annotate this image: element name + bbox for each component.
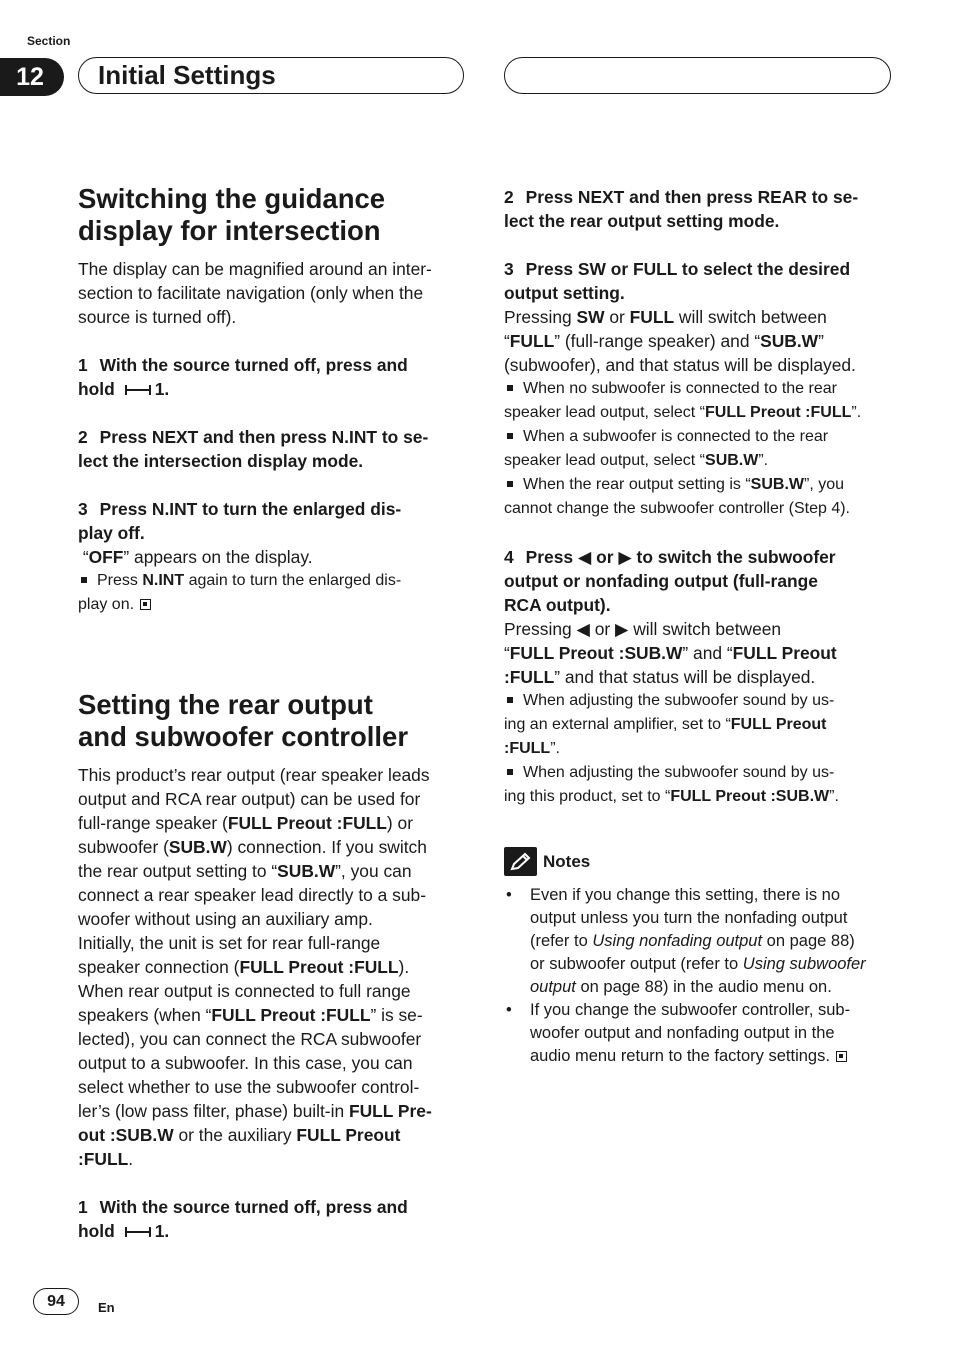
step-3-guidance: 3 Press N.INT to turn the enlarged dis- play off.: [78, 499, 402, 543]
notes-label: Notes: [543, 851, 591, 871]
pencil-icon: [504, 847, 537, 876]
section-label: Section: [27, 34, 71, 48]
bullet-subw-setting: When the rear output setting is “SUB.W”, you cannot change the subwoofer controller (Step 4).: [504, 476, 850, 517]
note-item: • Even if you change this setting, there is no output unless you turn the nonfading output (refer to Using nonfading output on page 88) or subwoofer output (refer to Using subwoofer output on page 88) in the audio menu on.: [506, 886, 866, 996]
end-mark-icon: [836, 1051, 847, 1062]
right-arrow-icon: ▶: [615, 619, 629, 639]
band-key-icon: [125, 385, 153, 395]
bullet-external-amp: When adjusting the subwoofer sound by us- ing an external amplifier, set to “FULL Preout :FULL”.: [504, 692, 835, 757]
left-column: [78, 183, 464, 1243]
step-1-guidance: 1 With the source turned off, press and hold 1.: [78, 355, 408, 399]
page-number: 94: [33, 1288, 79, 1315]
section-heading-guidance: Switching the guidance display for intersection: [78, 183, 386, 246]
language-label: En: [98, 1300, 115, 1315]
step-2-rear-output: 2 Press NEXT and then press REAR to se- lect the rear output setting mode.: [504, 187, 859, 231]
section-heading-rear-output: Setting the rear output and subwoofer controller: [78, 689, 409, 752]
step-3-rear-output: 3 Press SW or FULL to select the desired output setting.: [504, 259, 851, 303]
output-setting-description: Pressing SW or FULL will switch between “FULL” (full-range speaker) and “SUB.W” (subwoofer), and that status will be displayed.: [504, 307, 856, 375]
right-column: [504, 185, 890, 1068]
switch-output-description: Pressing ◀ or ▶ will switch between “FULL Preout :SUB.W” and “FULL Preout :FULL” and that status will be displayed.: [504, 619, 837, 687]
left-arrow-icon: ◀: [576, 619, 590, 639]
step-1-rear-output: 1 With the source turned off, press and hold 1.: [78, 1197, 408, 1241]
note-item: • If you change the subwoofer controller, sub- woofer output and nonfading output in the audio menu return to the factory settings.: [506, 1001, 851, 1065]
band-key-icon: [125, 1227, 153, 1237]
guidance-intro: The display can be magnified around an inter- section to facilitate navigation (only when the source is turned off).: [78, 259, 432, 327]
rear-output-description: This product’s rear output (rear speaker leads output and RCA rear output) can be used for full-range speaker (FULL Preout :FULL) or subwoofer (SUB.W) connection. If you switch the rear output setting to “SUB.W”, you can connect a rear speaker lead directly to a sub- woofer without using an auxiliary amp. Initially, the unit is set for rear full-range speaker connection (FULL Preout :FULL). When rear output is connected to full range speakers (when “FULL Preout :FULL” is se- lected), you can connect the RCA subwoofer output to a subwoofer. In this case, you can select whether to use the subwoofer control- ler’s (low pass filter, phase) built-in FULL Pre- out :SUB.W or the auxiliary FULL Preout :FULL.: [78, 765, 432, 1169]
step-2-guidance: 2 Press NEXT and then press N.INT to se- lect the intersection display mode.: [78, 427, 429, 471]
off-message: “OFF” appears on the display.: [82, 547, 313, 567]
notes-header: [504, 847, 890, 876]
left-arrow-icon: ◀: [577, 547, 592, 567]
bullet-no-subwoofer: When no subwoofer is connected to the rear speaker lead output, select “FULL Preout :FULL”.: [504, 380, 862, 421]
section-number-tab: 12: [0, 58, 64, 96]
end-mark-icon: [140, 599, 151, 610]
bullet-this-product: When adjusting the subwoofer sound by us- ing this product, set to “FULL Preout :SUB.W”.: [504, 764, 839, 805]
bullet-nint: Press N.INT again to turn the enlarged dis- play on.: [78, 572, 402, 613]
chapter-title: Initial Settings: [78, 57, 464, 94]
step-4-rear-output: 4 Press ◀ or ▶ to switch the subwoofer output or nonfading output (full-range RCA output).: [504, 547, 836, 615]
bullet-with-subwoofer: When a subwoofer is connected to the rear speaker lead output, select “SUB.W”.: [504, 428, 829, 469]
chapter-subtitle-box: [504, 57, 891, 94]
right-arrow-icon: ▶: [618, 547, 632, 567]
